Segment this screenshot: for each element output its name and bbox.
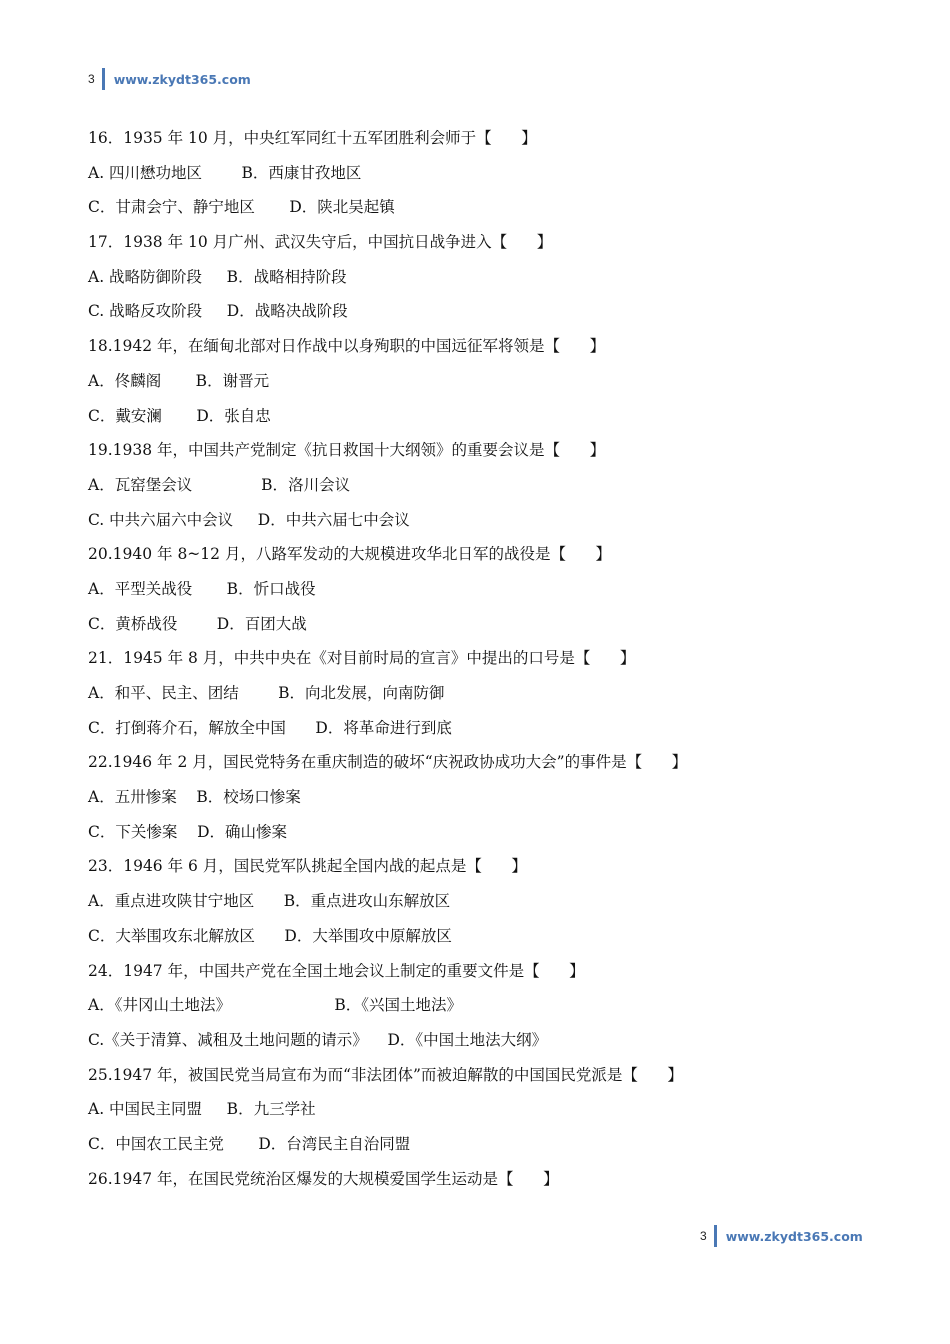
option-line: C. 中共六届六中会议 D．中共六届七中会议 <box>88 510 410 529</box>
option-line: C. 战略反攻阶段 D．战略决战阶段 <box>88 302 348 321</box>
option-line: C．黄桥战役 D．百团大战 <box>88 614 307 633</box>
option-line: A．平型关战役 B．忻口战役 <box>88 579 316 598</box>
question-20: 20.1940 年 8~12 月，八路军发动的大规模进攻华北日军的战役是【 】 <box>88 545 612 564</box>
option-line: A．瓦窑堡会议 B．洛川会议 <box>88 475 351 494</box>
page-header <box>88 68 251 90</box>
header-divider <box>102 68 105 90</box>
option-line: A. 四川懋功地区 B．西康甘孜地区 <box>88 163 362 182</box>
option-line: C．甘肃会宁、静宁地区 D．陕北吴起镇 <box>88 198 395 217</box>
option-line: A．重点进攻陕甘宁地区 B．重点进攻山东解放区 <box>88 892 451 911</box>
option-line: A．佟麟阁 B．谢晋元 <box>88 371 270 390</box>
header-site-link[interactable]: www.zkydt365.com <box>113 71 251 87</box>
question-19: 19.1938 年，中国共产党制定《抗日救国十大纲领》的重要会议是【 】 <box>88 441 606 460</box>
footer-divider <box>714 1225 717 1247</box>
option-line: C．打倒蒋介石，解放全中国 D．将革命进行到底 <box>88 718 452 737</box>
header-page-number: 3 <box>88 72 95 86</box>
option-line: C．大举围攻东北解放区 D．大举围攻中原解放区 <box>88 926 452 945</box>
footer-site-link[interactable]: www.zkydt365.com <box>725 1228 863 1244</box>
option-line: C.《关于清算、减租及土地问题的请示》 D．《中国土地法大纲》 <box>88 1030 548 1049</box>
option-line: A. 战略防御阶段 B．战略相持阶段 <box>88 267 347 286</box>
question-26: 26.1947 年，在国民党统治区爆发的大规模爱国学生运动是【 】 <box>88 1169 559 1188</box>
question-list <box>88 121 888 1196</box>
question-17: 17．1938 年 10 月广州、武汉失守后，中国抗日战争进入【 】 <box>88 233 553 252</box>
option-line: C．戴安澜 D．张自忠 <box>88 406 271 425</box>
option-line: A．五卅惨案 B．校场口惨案 <box>88 788 301 807</box>
question-23: 23．1946 年 6 月，国民党军队挑起全国内战的起点是【 】 <box>88 857 527 876</box>
option-line: A．和平、民主、团结 B．向北发展，向南防御 <box>88 684 445 702</box>
footer-page-number: 3 <box>700 1229 707 1243</box>
option-line: A．《井冈山土地法》 B．《兴国土地法》 <box>88 996 463 1015</box>
question-25: 25.1947 年，被国民党当局宣布为而“非法团体”而被迫解散的中国国民党派是【 】 <box>88 1065 683 1084</box>
question-18: 18.1942 年，在缅甸北部对日作战中以身殉职的中国远征军将领是【 】 <box>88 337 606 356</box>
page-footer <box>700 1225 863 1247</box>
option-line: C．下关惨案 D．确山惨案 <box>88 822 287 841</box>
question-22: 22.1946 年 2 月，国民党特务在重庆制造的破坏“庆祝政协成功大会”的事件是【 】 <box>88 753 688 772</box>
option-line: A. 中国民主同盟 B．九三学社 <box>88 1100 316 1119</box>
question-16: 16．1935 年 10 月，中央红军同红十五军团胜利会师于【 】 <box>88 129 537 147</box>
option-line: C．中国农工民主党 D．台湾民主自治同盟 <box>88 1134 411 1153</box>
question-24: 24．1947 年，中国共产党在全国土地会议上制定的重要文件是【 】 <box>88 961 585 980</box>
question-21: 21．1945 年 8 月，中共中央在《对目前时局的宣言》中提出的口号是【 】 <box>88 649 636 668</box>
